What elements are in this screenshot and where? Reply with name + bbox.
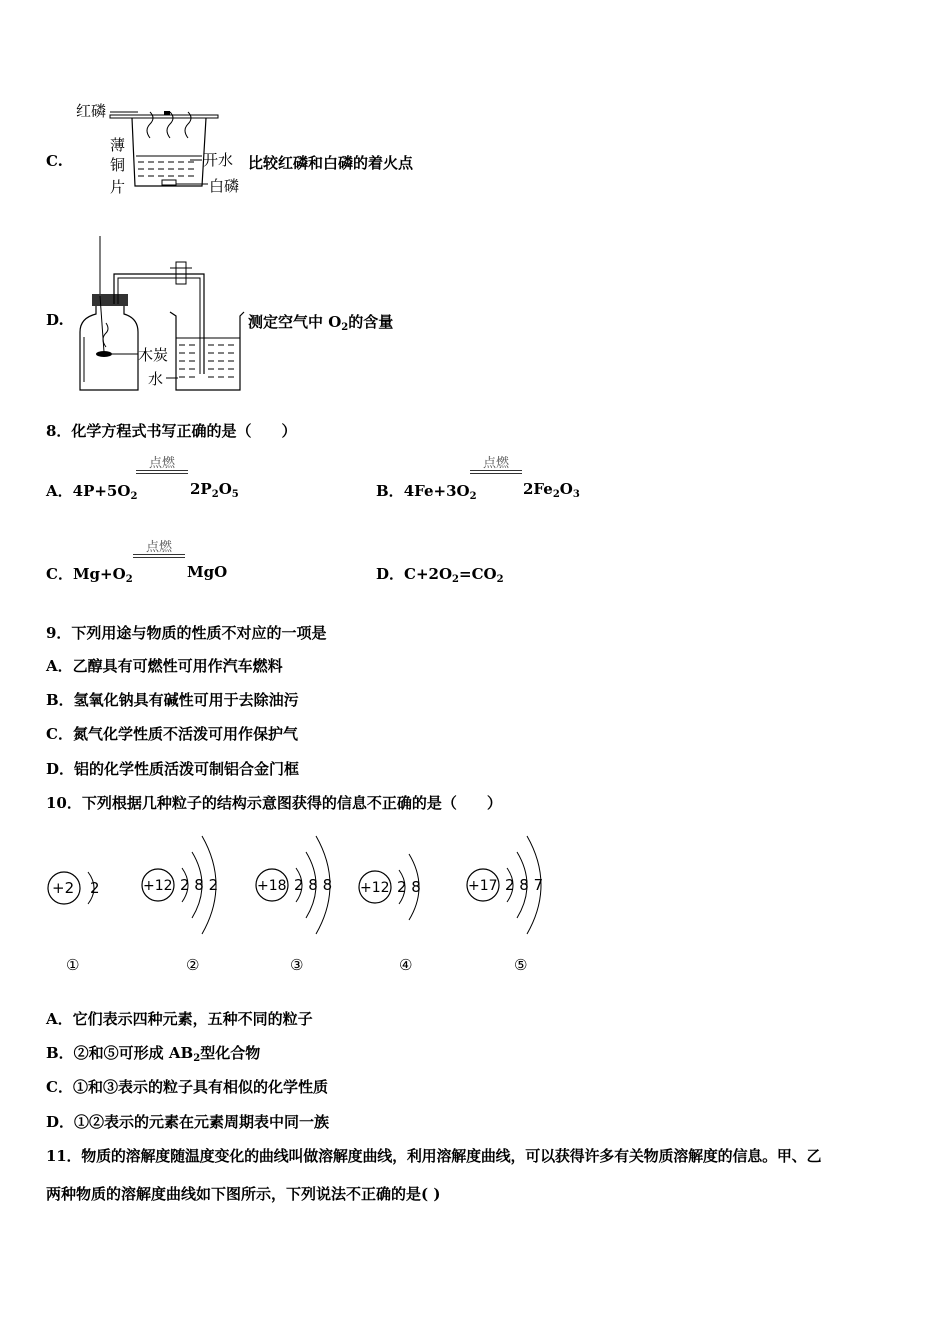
- q8-c-condition: 点燃: [145, 540, 172, 555]
- q10-option-c: C．①和③表示的粒子具有相似的化学性质: [46, 1078, 328, 1096]
- label-red-phosphorus: 红磷: [76, 102, 107, 120]
- particle-1-index: ①: [66, 956, 80, 974]
- particle-diagram-1: [44, 858, 108, 918]
- q8-a-condition: 点燃: [148, 456, 175, 471]
- particle-4-index: ④: [399, 956, 413, 974]
- q8-option-c: C．$Mg+O_2$: [46, 565, 133, 585]
- label-boiling-water: 开水: [203, 151, 234, 169]
- q10-option-a: A．它们表示四种元素，五种不同的粒子: [46, 1010, 313, 1028]
- particle-5-nucleus: +17: [468, 878, 498, 894]
- q9-option-b: B．氢氧化钠具有碱性可用于去除油污: [46, 691, 299, 709]
- q7-option-c-letter: C.: [46, 152, 63, 170]
- particle-2-shells: 2 8 2: [180, 876, 219, 894]
- q10-option-b: B．②和⑤可形成 $AB_2$型化合物: [46, 1044, 261, 1064]
- q8-stem: 8．化学方程式书写正确的是（ ）: [46, 422, 297, 440]
- q7-option-c-text: 比较红磷和白磷的着火点: [248, 154, 414, 172]
- q8-option-a-product: $2P_2O_5$: [190, 480, 239, 500]
- particle-4-shells: 2 8: [397, 878, 421, 896]
- label-plate-1: 薄: [110, 136, 126, 154]
- label-white-phosphorus: 白磷: [209, 177, 240, 195]
- particle-3-nucleus: +18: [257, 878, 287, 894]
- particle-diagram-2: [138, 828, 234, 938]
- q11-stem-line-1: 11．物质的溶解度随温度变化的曲线叫做溶解度曲线，利用溶解度曲线，可以获得许多有关物质溶解度的信息。甲、乙: [46, 1147, 822, 1165]
- q7-option-d-text: 测定空气中 $O_2$的含量: [248, 313, 394, 333]
- particle-diagram-4: [355, 840, 441, 934]
- particle-5-index: ⑤: [514, 956, 528, 974]
- q8-option-b: B．$4Fe+3O_2$: [376, 482, 477, 502]
- q10-option-d: D．①②表示的元素在元素周期表中同一族: [46, 1113, 330, 1131]
- particle-5-shells: 2 8 7: [505, 876, 544, 894]
- q7-option-d-letter: D.: [46, 311, 64, 329]
- particle-diagram-3: [252, 828, 348, 938]
- q8-option-d: D．$C+2O_2=CO_2$: [376, 565, 504, 585]
- particle-1-shells: 2: [90, 879, 100, 897]
- oxygen-measurement-apparatus: [70, 232, 250, 394]
- q8-a-condition-line: [136, 470, 188, 471]
- particle-3-shells: 2 8 8: [294, 876, 333, 894]
- particle-4-nucleus: +12: [360, 880, 390, 896]
- particle-3-index: ③: [290, 956, 304, 974]
- q8-b-condition: 点燃: [482, 456, 509, 471]
- label-plate-2: 铜: [110, 156, 126, 174]
- q11-stem-line-2: 两种物质的溶解度曲线如下图所示，下列说法不正确的是( ): [46, 1185, 441, 1203]
- label-charcoal: 木炭: [138, 346, 169, 364]
- q8-option-a: A．$4P+5O_2$: [46, 482, 138, 502]
- label-plate-3: 片: [110, 178, 126, 196]
- q8-option-b-product: $2Fe_2O_3$: [523, 480, 580, 500]
- particle-2-nucleus: +12: [143, 878, 173, 894]
- q9-option-a: A．乙醇具有可燃性可用作汽车燃料: [46, 657, 283, 675]
- q9-stem: 9．下列用途与物质的性质不对应的一项是: [46, 624, 327, 642]
- particle-2-index: ②: [186, 956, 200, 974]
- q9-option-c: C．氮气化学性质不活泼可用作保护气: [46, 725, 298, 743]
- particle-diagram-5: [463, 828, 559, 938]
- q9-option-d: D．铝的化学性质活泼可制铝合金门框: [46, 760, 300, 778]
- q10-stem: 10．下列根据几种粒子的结构示意图获得的信息不正确的是（ ）: [46, 794, 502, 812]
- q8-option-c-product: MgO: [187, 563, 228, 581]
- label-water: 水: [148, 370, 164, 388]
- red-white-phosphorus-apparatus: [70, 98, 250, 200]
- particle-1-nucleus: +2: [52, 879, 75, 897]
